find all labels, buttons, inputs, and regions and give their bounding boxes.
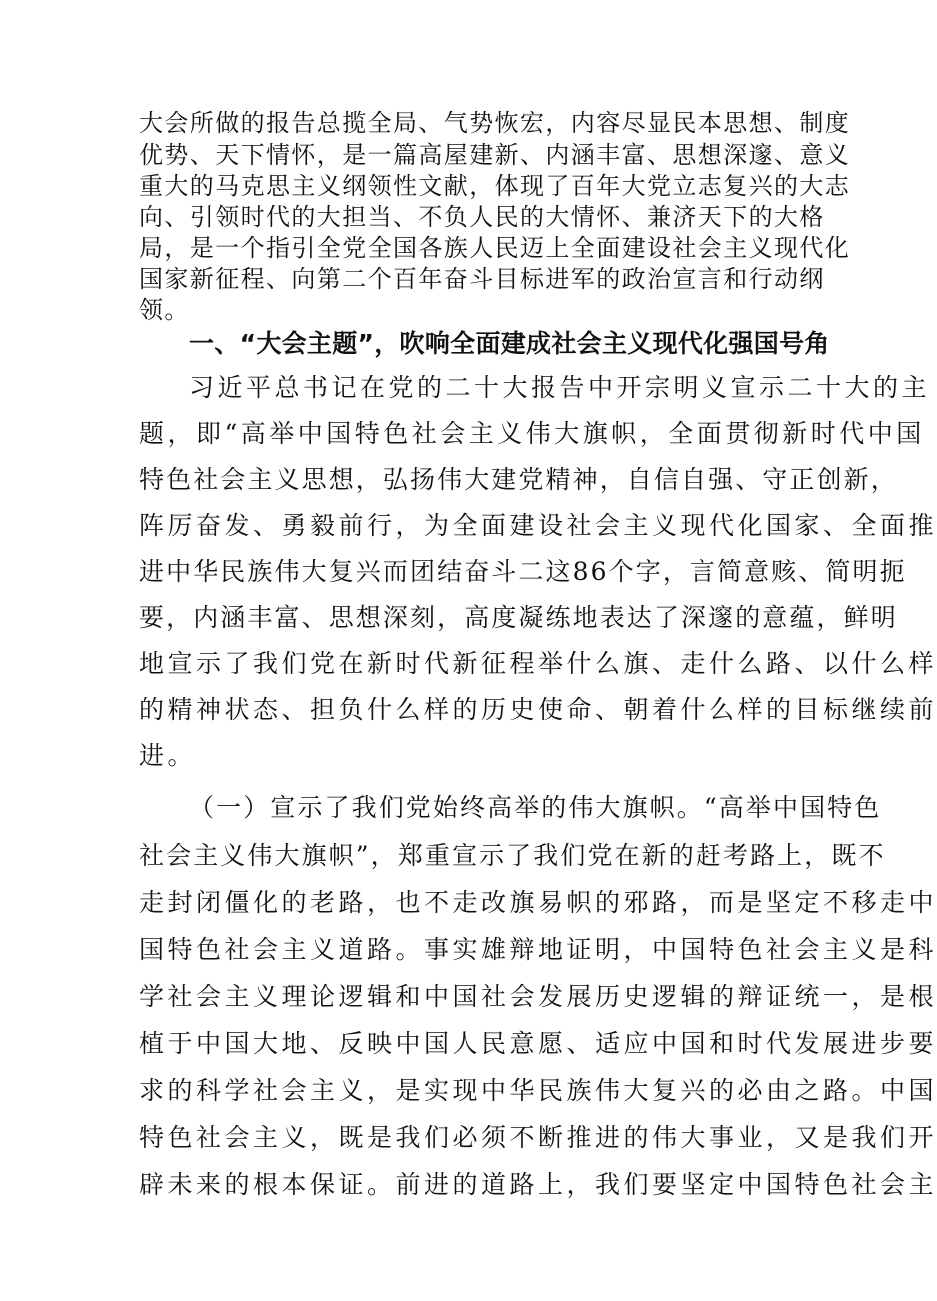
text-line: 进。 [139,741,197,770]
text-line: 国家新征程、向第二个百年奋斗目标进军的政治宣言和行动纲 [139,265,825,293]
text-line: 求的科学社会主义，是实现中华民族伟大复兴的必由之路。中国 [139,1076,937,1105]
text-line: 优势、天下情怀，是一篇高屋建新、内涵丰富、思想深邃、意义 [139,141,851,169]
text-line: 阵厉奋发、勇毅前行，为全面建设社会主义现代化国家、全面推 [139,511,937,540]
text-line: 辟未来的根本保证。前进的道路上，我们要坚定中国特色社会主 [139,1170,937,1199]
text-line: 习近平总书记在党的二十大报告中开宗明义宣示二十大的主 [189,373,931,402]
text-line: 向、引领时代的大担当、不负人民的大情怀、兼济天下的大格 [139,203,825,231]
text-line: 重大的马克思主义纲领性文献，体现了百年大党立志复兴的大志 [139,172,851,200]
text-line: 地宣示了我们党在新时代新征程举什么旗、走什么路、以什么样 [139,649,937,678]
text-line: 植于中国大地、反映中国人民意愿、适应中国和时代发展进步要 [139,1029,937,1058]
text-line: 学社会主义理论逻辑和中国社会发展历史逻辑的辩证统一，是根 [139,982,937,1011]
text-line: 的精神状态、担负什么样的历史使命、朝着什么样的目标继续前 [139,695,937,724]
text-line: 社会主义伟大旗帜”，郑重宣示了我们党在新的赶考路上，既不 [139,841,886,870]
text-line: 领。 [139,296,190,324]
text-line: 走封闭僵化的老路，也不走改旗易帜的邪路，而是坚定不移走中 [139,888,937,917]
text-line: （一）宣示了我们党始终高举的伟大旗帜。“高举中国特色 [189,793,882,822]
text-line: 题，即“高举中国特色社会主义伟大旗帜，全面贯彻新时代中国 [139,419,925,448]
text-line: 进中华民族伟大复兴而团结奋斗二这86个字，言简意赅、简明扼 [139,557,907,586]
text-line: 要，内涵丰富、思想深刻，高度凝练地表达了深邃的意蕴，鲜明 [139,603,898,632]
text-line: 特色社会主义，既是我们必须不断推进的伟大事业，又是我们开 [139,1123,937,1152]
text-line: 大会所做的报告总揽全局、气势恢宏，内容尽显民本思想、制度 [139,109,851,137]
text-line: 局，是一个指引全党全国各族人民迈上全面建设社会主义现代化 [139,234,851,262]
section-heading: 一、“大会主题”，吹响全面建成社会主义现代化强国号角 [189,329,830,358]
text-line: 国特色社会主义道路。事实雄辩地证明，中国特色社会主义是科 [139,935,937,964]
text-line: 特色社会主义思想，弘扬伟大建党精神，自信自强、守正创新， [139,465,898,494]
